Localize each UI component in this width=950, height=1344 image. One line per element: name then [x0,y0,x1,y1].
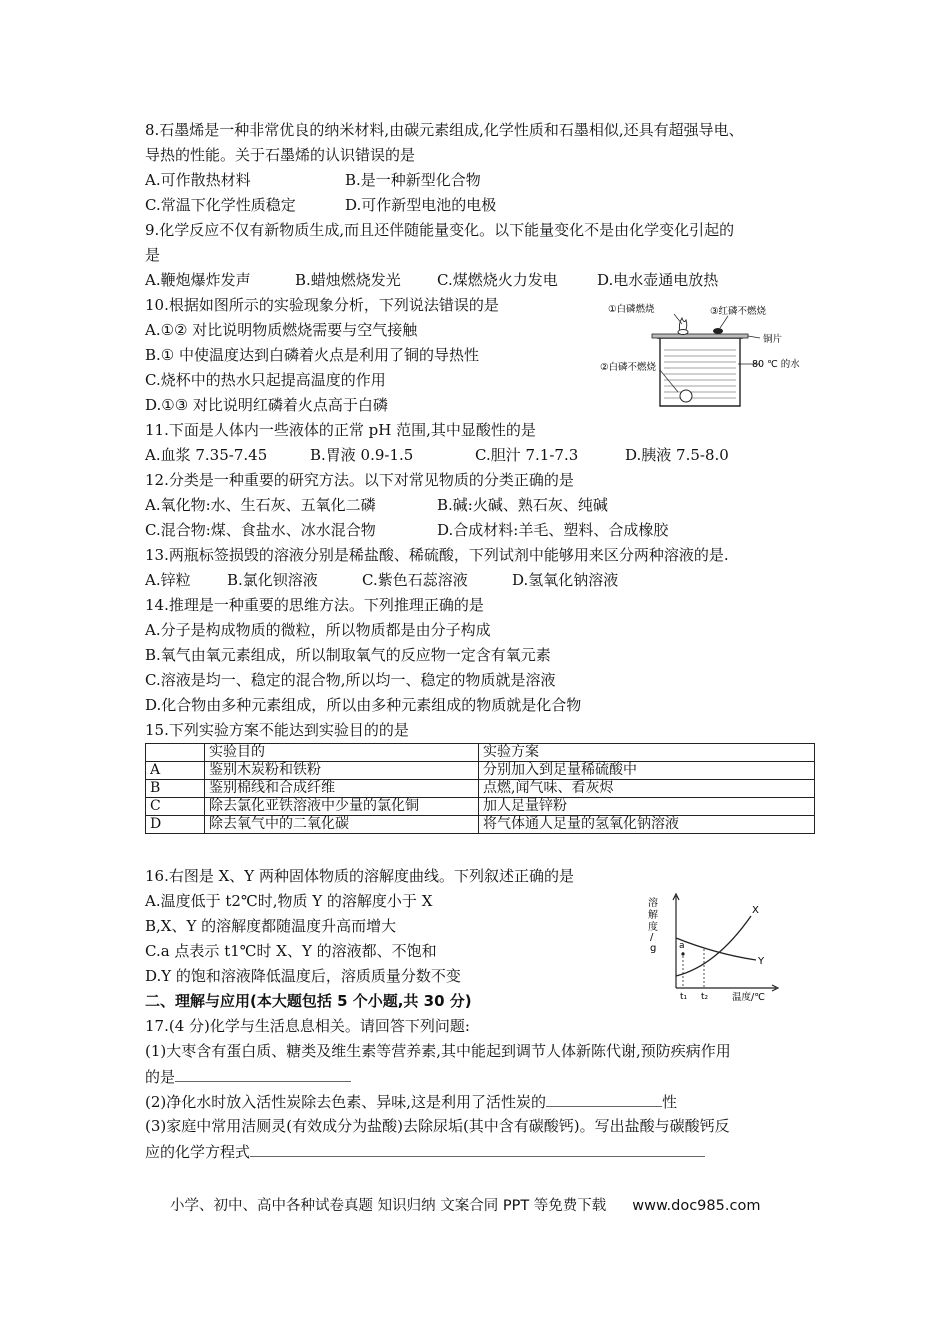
q13-stem: 13.两瓶标签损毁的溶液分别是稀盐酸、稀硫酸，下列试剂中能够用来区分两种溶液的是. [145,546,729,564]
q8-option-d: D.可作新型电池的电极 [345,196,497,214]
q9-option-b: B.蜡烛燃烧发光 [295,271,401,289]
q17-part3-line1: (3)家庭中常用洁厕灵(有效成分为盐酸)去除尿垢(其中含有碳酸钙)。写出盐酸与碳酸钙反 [145,1117,730,1135]
q9-options [145,270,718,290]
q9-stem-line2: 是 [145,246,161,264]
q8-option-b: B.是一种新型化合物 [345,171,481,189]
q16-option-b: B,X、Y 的溶解度都随温度升高而增大 [145,917,397,935]
red-phosphorus-icon [713,328,723,334]
q12-option-a: A.氧化物:水、生石灰、五氧化二磷 [145,496,376,514]
tick-label-t2: t₂ [701,992,709,1002]
x-axis-label: 温度/℃ [732,992,765,1002]
q17-part1-line2 [145,1066,351,1087]
table-cell: 分别加入到足量稀硫酸中 [479,762,815,780]
figure-label-copper: 铜片 [763,334,783,345]
q14-option-b: B.氧气由氧元素组成，所以制取氧气的反应物一定含有氧元素 [145,646,551,664]
q12-options-row2 [145,520,668,540]
table-cell: 加人足量锌粉 [479,798,815,816]
q11-stem: 11.下面是人体内一些液体的正常 pH 范围,其中显酸性的是 [145,421,536,439]
table-cell: 鉴别木炭粉和铁粉 [205,762,479,780]
footer [170,1194,760,1215]
table-header-cell [146,744,205,762]
q9-option-c: C.煤燃烧火力发电 [437,271,558,289]
table-cell: 鉴别棉线和合成纤维 [205,780,479,798]
q11-option-d: D.胰液 7.5-8.0 [625,446,729,464]
table-cell: 将气体通人足量的氢氧化钠溶液 [479,816,815,834]
q13-option-b: B.氯化钡溶液 [227,571,318,589]
table-cell: 除去氧气中的二氧化碳 [205,816,479,834]
q12-option-b: B.碱:火碱、熟石灰、纯碱 [437,496,608,514]
point-a [681,952,684,955]
table-header-row [146,744,815,762]
q12-option-c: C.混合物:煤、食盐水、冰水混合物 [145,521,376,539]
q15-stem: 15.下列实验方案不能达到实验目的的是 [145,721,409,739]
curve-y-label: Y [758,956,765,967]
q11-option-a: A.血浆 7.35-7.45 [145,446,268,464]
curve-x-label: X [752,905,759,916]
q12-option-d: D.合成材料:羊毛、塑料、合成橡胶 [437,521,669,539]
q12-stem: 12.分类是一种重要的研究方法。以下对常见物质的分类正确的是 [145,471,574,489]
table-cell: A [146,762,205,780]
figure-label-3: ③红磷不燃烧 [710,306,767,317]
q16-option-c: C.a 点表示 t1℃时 X、Y 的溶液都、不饱和 [145,942,437,960]
q16-option-d: D.Y 的饱和溶液降低温度后，溶质质量分数不变 [145,967,461,985]
q14-stem: 14.推理是一种重要的思维方法。下列推理正确的是 [145,596,484,614]
y-label-char: 解 [648,910,658,921]
experiment-table [145,743,815,834]
q17-part2-tail: 性 [662,1093,678,1111]
section-heading: 二、理解与应用(本大题包括 5 个小题,共 30 分) [145,992,472,1010]
beaker-icon [660,338,740,406]
q9-option-d: D.电水壶通电放热 [597,271,719,289]
answer-blank-3[interactable] [250,1141,705,1157]
q11-options [145,445,729,465]
table-header-cell: 实验目的 [205,744,479,762]
q8-stem-line1: 8.石墨烯是一种非常优良的纳米材料,由碳元素组成,化学性质和石墨相似,还具有超强导电、 [145,121,744,139]
figure-label-2: ②白磷不燃烧 [600,362,657,373]
curve-x [676,916,751,976]
footer-url[interactable]: www.doc985.com [632,1198,761,1214]
answer-blank-2[interactable] [546,1091,662,1107]
q17-stem: 17.(4 分)化学与生活息息相关。请回答下列问题: [145,1017,470,1035]
y-label-char: g [650,943,657,954]
q10-option-c: C.烧杯中的热水只起提高温度的作用 [145,371,386,389]
q17-part1-line1: (1)大枣含有蛋白质、糖类及维生素等营养素,其中能起到调节人体新陈代谢,预防疾病作用 [145,1042,731,1060]
q8-stem-line2: 导热的性能。关于石墨烯的认识错误的是 [145,146,416,164]
q14-option-a: A.分子是构成物质的微粒，所以物质都是由分子构成 [145,621,491,639]
q17-part1-text: 的是 [145,1068,176,1086]
q10-option-d: D.①③ 对比说明红磷着火点高于白磷 [145,396,388,414]
q17-part2 [145,1091,677,1112]
q13-option-a: A.锌粒 [145,571,191,589]
q13-option-d: D.氢氧化钠溶液 [512,571,619,589]
table-row [146,816,815,834]
q10-stem: 10.根据如图所示的实验现象分析，下列说法错误的是 [145,296,499,314]
q14-option-d: D.化合物由多种元素组成，所以由多种元素组成的物质就是化合物 [145,696,582,714]
q11-option-c: C.胆汁 7.1-7.3 [475,446,579,464]
copper-plate-icon [652,334,748,338]
q8-option-c: C.常温下化学性质稳定 [145,196,296,214]
table-cell: 除去氯化亚铁溶液中少量的氯化铜 [205,798,479,816]
q9-option-a: A.鞭炮爆炸发声 [145,271,251,289]
submerged-phosphorus-icon [680,390,692,402]
y-label-char: 度 [648,922,658,933]
q9-stem-line1: 9.化学反应不仅有新物质生成,而且还伴随能量变化。以下能量变化不是由化学变化引起的 [145,221,735,239]
table-row [146,762,815,780]
q17-part3-text: 应的化学方程式 [145,1143,251,1161]
q17-part3-line2 [145,1141,705,1162]
y-label-char: 溶 [648,898,658,909]
q17-part2-text: (2)净化水时放入活性炭除去色素、异味,这是利用了活性炭的 [145,1093,547,1111]
q13-option-c: C.紫色石蕊溶液 [362,571,468,589]
q8-option-a: A.可作散热材料 [145,171,251,189]
point-a-label: a [679,941,685,951]
y-label-char: / [650,932,654,943]
phosphorus-combustion-figure [600,298,800,410]
table-cell: 点燃,闻气味、看灰烬 [479,780,815,798]
q8-options-row1 [145,170,481,190]
q13-options [145,570,618,590]
q12-options-row1 [145,495,608,515]
table-cell: C [146,798,205,816]
solubility-curve-figure [646,892,796,1002]
tick-label-t1: t₁ [680,992,688,1002]
q11-option-b: B.胃液 0.9-1.5 [310,446,414,464]
q16-option-a: A.温度低于 t2℃时,物质 Y 的溶解度小于 X [145,892,433,910]
q16-stem: 16.右图是 X、Y 两种固体物质的溶解度曲线。下列叙述正确的是 [145,867,574,885]
figure-label-1: ①白磷燃烧 [608,304,655,315]
table-row [146,798,815,816]
footer-text: 小学、初中、高中各种试卷真题 知识归纳 文案合同 PPT 等免费下载 [170,1198,607,1214]
table-row [146,780,815,798]
q14-option-c: C.溶液是均一、稳定的混合物,所以均一、稳定的物质就是溶液 [145,671,556,689]
table-cell: B [146,780,205,798]
curve-y [676,938,756,960]
q8-options-row2 [145,195,496,215]
q10-option-a: A.①② 对比说明物质燃烧需要与空气接触 [145,321,418,339]
q10-option-b: B.① 中使温度达到白磷着火点是利用了铜的导热性 [145,346,480,364]
table-cell: D [146,816,205,834]
answer-blank-1[interactable] [175,1066,351,1082]
figure-label-water: 80 ℃ 的水 [752,359,800,370]
table-header-cell: 实验方案 [479,744,815,762]
